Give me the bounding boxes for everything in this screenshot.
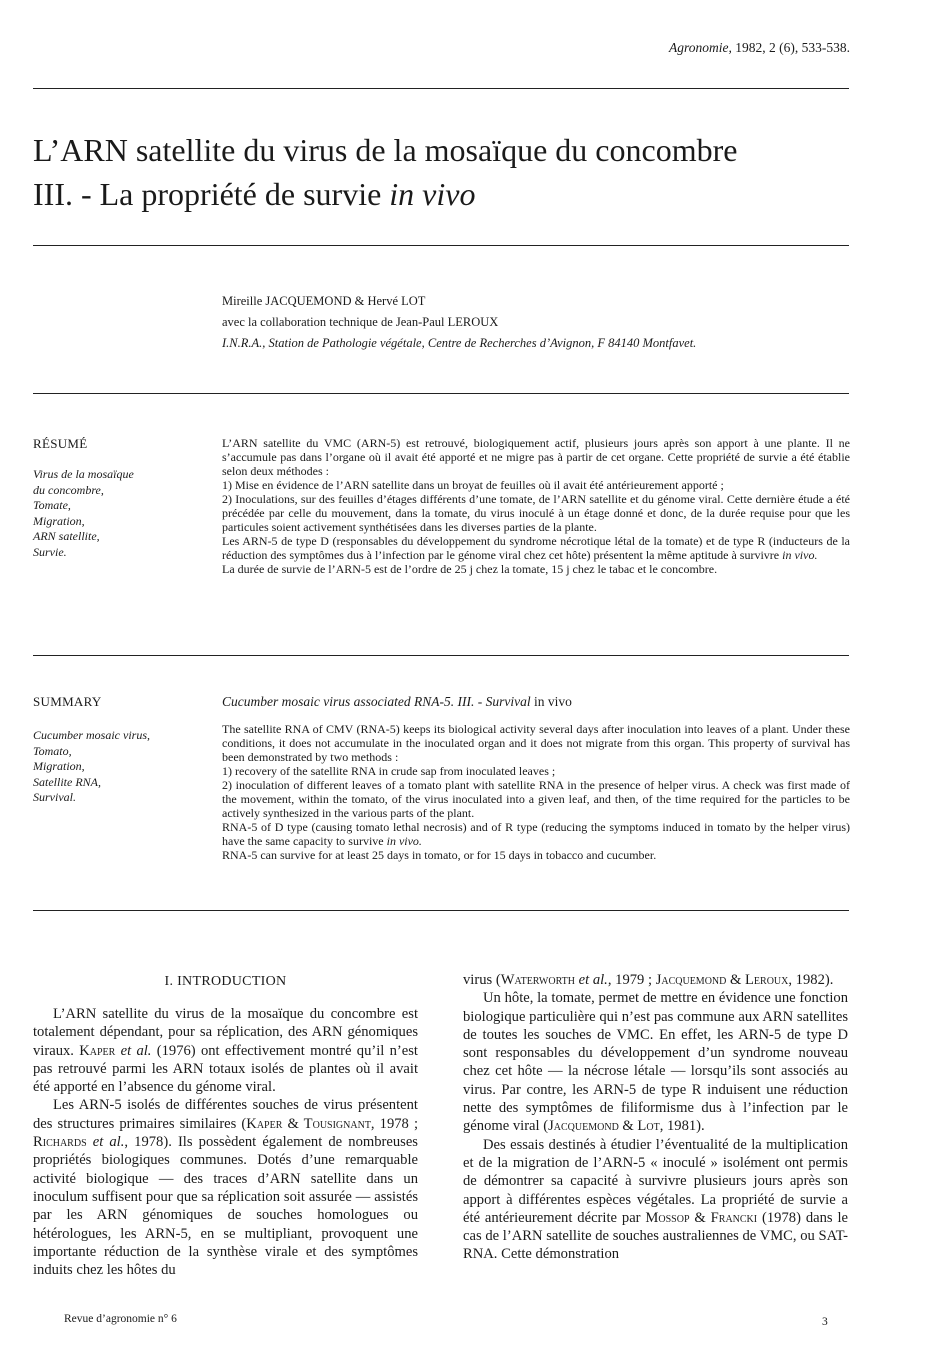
- intro-text: (1976) ont effectivement montré qu’il n’est pas retrouvé parmi les ARN totaux isolés de plantes où il avait été apporté en l’absence du génome viral.: [33, 1042, 418, 1096]
- footer-journal: Revue d’agronomie n° 6: [64, 1313, 177, 1325]
- intro-text: , 1978 ;: [370, 1115, 419, 1132]
- resume-keyword: Survie.: [33, 544, 67, 559]
- summary-keyword: Satellite RNA,: [33, 774, 101, 789]
- summary-keyword: Tomato,: [33, 743, 72, 758]
- author-block: [222, 291, 862, 354]
- summary-rule: [33, 910, 849, 911]
- summary-p4-italic: in vivo.: [386, 834, 422, 848]
- journal-name: Agronomie,: [669, 40, 732, 55]
- title-line-2: [33, 172, 873, 216]
- summary-label: SUMMARY: [33, 694, 102, 709]
- intro-text: , 1979 ;: [607, 972, 656, 988]
- summary-title-italic: Cucumber mosaic virus associated RNA-5. III. - Survival: [222, 694, 531, 709]
- intro-text: Un hôte, la tomate, permet de mettre en évidence une fonction biologique particulière qui n’est pas commune aux ARN satellites de toutes les souches de VMC. En effet, les ARN-5 de type D sont responsables du développement d’un syndrome nouveau chez cet hôte — la nécrose létale — lorsqu’ils sont associés au virus. Par contre, les ARN-5 de type R induisent une réduction nette des symptômes de filiformisme dus à l’infection par le génome viral (: [463, 990, 848, 1135]
- summary-paragraph: [222, 820, 850, 848]
- resume-paragraph: La durée de survie de l’ARN-5 est de l’ordre de 25 j chez la tomate, 15 j chez le tabac et le concombre.: [222, 562, 718, 576]
- summary-title-plain: in vivo: [530, 694, 572, 709]
- resume-label: RÉSUMÉ: [33, 436, 88, 451]
- resume-rule: [33, 655, 849, 656]
- intro-paragraph: [33, 1005, 418, 1096]
- author-collaboration: avec la collaboration technique de Jean-Paul LEROUX: [222, 315, 499, 329]
- journal-citation: [669, 40, 850, 56]
- resume-paragraph: [222, 534, 850, 562]
- intro-ref-author: Waterworth: [500, 972, 575, 988]
- authors-rule: [33, 393, 849, 394]
- resume-keyword: Virus de la mosaïque: [33, 467, 134, 481]
- intro-text: virus (: [463, 972, 501, 988]
- author-affiliation: I.N.R.A., Station de Pathologie végétale, Centre de Recherches d’Avignon, F 84140 Montfavet.: [222, 336, 697, 350]
- intro-ref-etal: et al.: [575, 972, 608, 988]
- intro-ref-etal: et al.: [86, 1134, 125, 1151]
- intro-text: , 1978). Ils possèdent également de nombreuses propriétés biologiques communes. Dotés d’une remarquable activité biologique — des traces d’ARN satellite dans un inoculum suffisent pour que sa réplication soit assurée — assistés par les ARN génomiques de souches homologues ou hétérologues, les ARN-5, en se multipliant, provoquent une importante réduction de la synthèse virale et des symptômes induits chez les hôtes du: [33, 1134, 418, 1279]
- title-rule: [33, 245, 849, 246]
- title-line-2-italic: in vivo: [389, 176, 476, 212]
- summary-keyword: Survival.: [33, 790, 76, 804]
- intro-ref-author: Kaper: [79, 1042, 116, 1059]
- intro-ref-author: Jacquemond & Lot: [548, 1118, 660, 1135]
- resume-keywords: [33, 467, 193, 560]
- summary-paragraph: RNA-5 can survive for at least 25 days in tomato, or for 15 days in tobacco and cucumber.: [222, 848, 657, 862]
- intro-ref-etal: et al.: [115, 1042, 152, 1059]
- summary-keywords: [33, 728, 193, 806]
- title-line-2-text: III. - La propriété de survie: [33, 176, 390, 212]
- intro-ref-author: Kaper & Tousignant: [246, 1115, 371, 1132]
- summary-text: [222, 722, 850, 862]
- intro-text: Les ARN-5 isolés de différentes souches de virus présentent des structures primaires similaires (: [33, 1097, 418, 1132]
- intro-right-column: [463, 971, 848, 1264]
- page-number: 3: [822, 1316, 828, 1328]
- intro-ref-author: Mossop & Francki: [645, 1209, 758, 1226]
- intro-paragraph: [463, 989, 848, 1135]
- resume-paragraph: 1) Mise en évidence de l’ARN satellite dans un broyat de feuilles où il avait été antérieurement apporté ;: [222, 478, 724, 492]
- intro-paragraph: [463, 971, 848, 989]
- resume-paragraph: 2) Inoculations, sur des feuilles d’étages différents d’une tomate, de l’ARN satellite et du génome viral. Cette dernière étude a été précédée par celle du mouvement, dans la tomate, du virus inoculé à un étage donné et donc, de la durée requise pour que les particules soient activement synthétisées dans les diverses parties de la plante.: [222, 492, 850, 534]
- resume-keyword: ARN satellite,: [33, 529, 100, 543]
- summary-paragraph: 2) inoculation of different leaves of a tomato plant with satellite RNA in the presence of helper virus. A check was first made of the movement, within the tomato, of the virus inoculated into a given leaf, and then, of the time required for the particles to be actively synthesized in the various parts of the plant.: [222, 778, 850, 820]
- resume-p4-italic: in vivo.: [782, 548, 818, 562]
- intro-paragraph: [463, 1136, 848, 1264]
- journal-ref: 1982, 2 (6), 533-538.: [731, 40, 850, 55]
- summary-paragraph: The satellite RNA of CMV (RNA-5) keeps its biological activity several days after inoculation into leaves of a plant. Under these conditions, it does not accumulate in the inoculated organ and it does not migrate from this organ. This property of survival has been demonstrated by two methods :: [222, 722, 850, 764]
- header-rule: [33, 88, 849, 89]
- summary-paragraph: 1) recovery of the satellite RNA in crude sap from inoculated leaves ;: [222, 764, 556, 778]
- resume-keyword: Migration,: [33, 513, 85, 528]
- intro-ref-author: Jacquemond & Leroux: [655, 972, 789, 988]
- resume-p4-text: Les ARN-5 de type D (responsables du développement du syndrome nécrotique létal de la tomate) et de type R (inducteurs de la réduction des symptômes dus à l’infection par le génome viral chez cet hôte) présentent la même aptitude à survivre: [222, 534, 850, 562]
- summary-keyword: Migration,: [33, 759, 85, 773]
- intro-text: (1978) dans le cas de l’ARN satellite de souches australiennes de VMC, ou SAT-RNA. Cette démonstration: [463, 1209, 848, 1263]
- intro-text: Des essais destinés à étudier l’éventualité de la multiplication et de la migration de l’ARN-5 « inoculé » isolément ont permis de démontrer sa capacité à survivre plusieurs jours après son apport à différentes espèces végétales. La propriété de survie a été antérieurement décrite par: [463, 1136, 848, 1226]
- intro-paragraph: [33, 1096, 418, 1279]
- intro-heading: I. INTRODUCTION: [164, 974, 287, 989]
- intro-text: , 1981).: [659, 1118, 705, 1135]
- summary-p4-text: RNA-5 of D type (causing tomato lethal necrosis) and of R type (reducing the symptoms induced in tomato by the helper virus) have the same capacity to survive: [222, 820, 850, 848]
- summary-title: [222, 694, 572, 710]
- resume-paragraph: L’ARN satellite du VMC (ARN-5) est retrouvé, biologiquement actif, plusieurs jours après son apport à une plante. Il ne s’accumule pas dans l’organe où il avait été apporté et ne migre pas à partir de cet organe. Cette propriété de survie a été établie selon deux méthodes :: [222, 436, 850, 478]
- resume-keyword: du concombre,: [33, 482, 104, 497]
- author-names: Mireille JACQUEMOND & Hervé LOT: [222, 294, 426, 308]
- summary-keyword: Cucumber mosaic virus,: [33, 728, 150, 742]
- resume-text: [222, 436, 850, 576]
- resume-keyword: Tomate,: [33, 498, 71, 512]
- intro-text: L’ARN satellite du virus de la mosaïque du concombre est totalement dépendant, pour sa réplication, des ARN génomiques viraux.: [33, 1006, 418, 1059]
- intro-ref-author: Richards: [33, 1134, 87, 1151]
- title-line-1: L’ARN satellite du virus de la mosaïque du concombre: [33, 132, 738, 168]
- article-title: [33, 128, 873, 216]
- intro-left-column: [33, 1005, 418, 1279]
- intro-text: , 1982).: [788, 972, 834, 988]
